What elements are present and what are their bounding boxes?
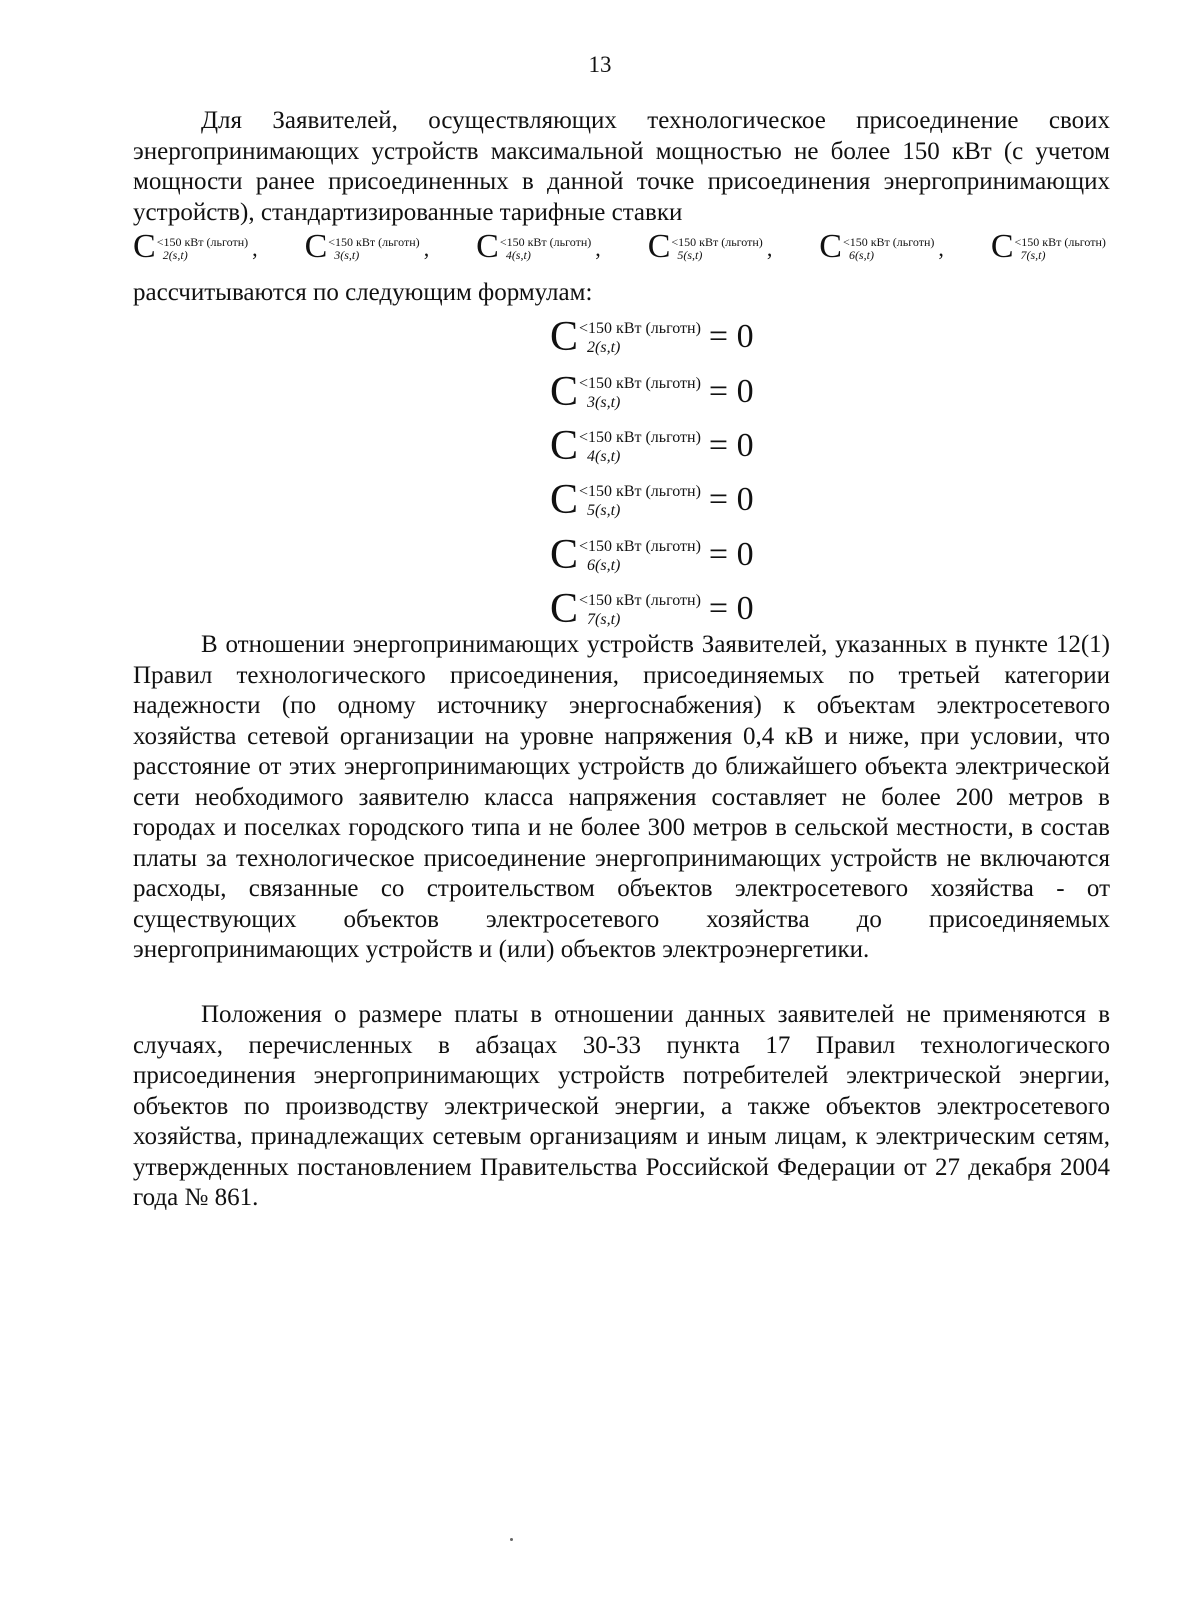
formula-rhs: = 0 — [708, 535, 754, 573]
formula-rhs: = 0 — [708, 318, 754, 356]
formula-letter: C — [550, 531, 579, 578]
formula-rhs: = 0 — [708, 590, 754, 628]
paragraph-1: Для Заявителей, осуществляющих технологическое присоединение своих энергопринимающих устройств максимальной мощностью не более 150 кВт (с учетом мощности ранее присоединенных в данной точке присоединения энергопринимающих устройств), стандартизированные тарифные ставки — [133, 107, 1110, 226]
formula-subscript: 7(s,t) — [587, 611, 621, 629]
tariff-rates-inline — [133, 228, 1110, 265]
rate-scripts — [500, 236, 591, 262]
rate-separator: , — [766, 236, 773, 261]
paragraph-2: В отношении энергопринимающих устройств Заявителей, указанных в пункте 12(1) Правил технологического присоединения, присоединяемых по третьей категории надежности (по одному источнику энергоснабжения) к объектам электросетевого хозяйства сетевой организации на уровне напряжения 0,4 кВ и ниже, при условии, что расстояние от этих энергопринимающих устройств до ближайшего объекта электрической сети необходимого заявителю класса напряжения составляет не более 200 метров в городах и поселках городского типа и не более 300 метров в сельской местности, в состав платы за технологическое присоединение энергопринимающих устройств не включаются расходы, связанные со строительством объектов электросетевого хозяйства - от существующих объектов электросетевого хозяйства до присоединяемых энергопринимающих устройств и (или) объектов электроэнергетики. — [133, 631, 1110, 963]
formula-line — [550, 473, 810, 527]
formula-superscript: <150 кВт (льготн) — [579, 374, 701, 392]
formula-scripts — [579, 374, 701, 412]
rate-letter: C — [304, 228, 328, 265]
rate-separator: , — [252, 236, 258, 261]
formula-line — [550, 582, 810, 636]
formula-intro: рассчитываются по следующим формулам: — [133, 279, 593, 306]
rate-symbol — [647, 228, 773, 265]
rate-scripts — [328, 236, 419, 262]
formula-letter: C — [550, 477, 579, 524]
formula-subscript: 4(s,t) — [587, 447, 621, 465]
formula-superscript: <150 кВт (льготн) — [579, 320, 701, 338]
formula-scripts — [579, 482, 701, 520]
rate-superscript: <150 кВт (льготн) — [1014, 235, 1106, 249]
formula-letter: C — [550, 586, 579, 633]
formula-line — [550, 419, 810, 473]
rate-superscript: <150 кВт (льготн) — [671, 235, 763, 249]
rate-letter: C — [133, 228, 156, 265]
rate-separator: , — [938, 236, 944, 261]
formula-letter: C — [550, 314, 579, 361]
formula-superscript: <150 кВт (льготн) — [579, 592, 701, 610]
rate-symbol — [819, 228, 944, 265]
page-number: 13 — [588, 52, 612, 77]
rate-letter: C — [819, 228, 842, 265]
rate-symbol — [304, 228, 430, 265]
formula-superscript: <150 кВт (льготн) — [579, 428, 701, 446]
rate-subscript: 7(s,t) — [1020, 248, 1046, 262]
rate-subscript: 6(s,t) — [848, 248, 874, 262]
rate-scripts — [843, 236, 934, 262]
paragraph-3: Положения о размере платы в отношении данных заявителей не применяются в случаях, перечисленных в абзацах 30-33 пункта 17 Правил технологического присоединения энергопринимающих устройств потребителей электрической энергии, объектов по производству электрической энергии, а также объектов электросетевого хозяйства, принадлежащих сетевым организациям и иным лицам, к электрическим сетям, утвержденных постановлением Правительства Российской Федерации от 27 декабря 2004 года № 861. — [133, 1001, 1110, 1211]
rate-superscript: <150 кВт (льготн) — [156, 235, 249, 249]
formula-subscript: 5(s,t) — [587, 502, 621, 520]
rate-subscript: 3(s,t) — [334, 248, 360, 262]
rate-subscript: 2(s,t) — [162, 248, 188, 262]
formula-subscript: 3(s,t) — [587, 393, 621, 411]
formula-rhs: = 0 — [708, 426, 754, 464]
rate-symbol — [990, 228, 1110, 265]
formula-subscript: 6(s,t) — [587, 556, 621, 574]
rate-separator: , — [423, 236, 430, 261]
rate-letter: C — [647, 228, 671, 265]
scan-speck — [510, 1538, 513, 1541]
rate-letter: C — [990, 228, 1014, 265]
formula-letter: C — [550, 422, 579, 469]
formula-superscript: <150 кВт (льготн) — [579, 537, 701, 555]
rate-symbol — [133, 228, 258, 265]
formula-scripts — [579, 537, 701, 575]
rate-subscript: 4(s,t) — [505, 248, 531, 262]
formula-line — [550, 528, 810, 582]
rate-scripts — [1015, 236, 1106, 262]
formula-superscript: <150 кВт (льготн) — [579, 483, 701, 501]
rate-symbol — [476, 228, 601, 265]
formula-scripts — [579, 319, 701, 357]
formula-rhs: = 0 — [708, 481, 754, 519]
rate-letter: C — [476, 228, 499, 265]
formula-letter: C — [550, 368, 579, 415]
rate-superscript: <150 кВт (льготн) — [499, 235, 592, 249]
formula-scripts — [579, 591, 701, 629]
formula-line — [550, 364, 810, 418]
formula-scripts — [579, 428, 701, 466]
rate-superscript: <150 кВт (льготн) — [842, 235, 935, 249]
formula-rhs: = 0 — [708, 372, 754, 410]
rate-superscript: <150 кВт (льготн) — [328, 235, 420, 249]
formula-line — [550, 310, 810, 364]
rate-scripts — [671, 236, 762, 262]
rate-separator: , — [595, 236, 601, 261]
formula-subscript: 2(s,t) — [587, 339, 621, 357]
formula-list — [550, 310, 810, 636]
rate-scripts — [157, 236, 248, 262]
rate-subscript: 5(s,t) — [677, 248, 703, 262]
